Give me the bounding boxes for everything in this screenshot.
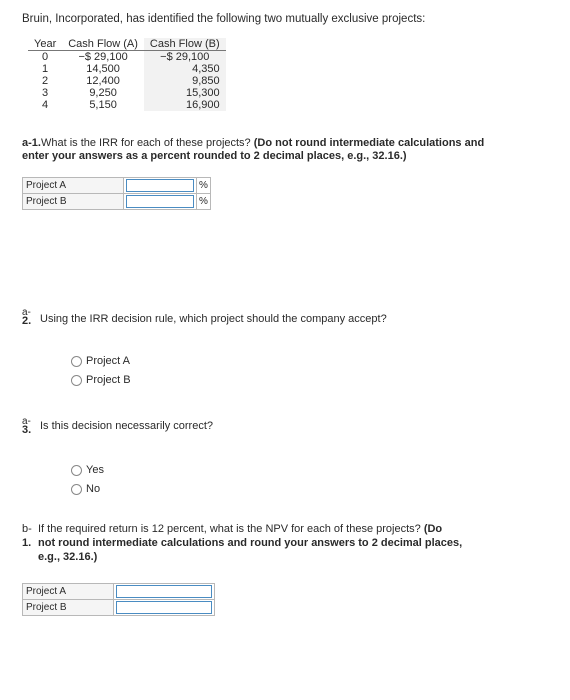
cash-flow-a-cell: −$ 29,100 [78,51,128,63]
year-cell: 4 [42,99,49,111]
percent-sign: % [197,194,211,210]
cash-flow-b-cell: 16,900 [144,99,226,111]
irr-input-project-a[interactable] [126,179,194,192]
cash-flow-a-cell: 14,500 [86,63,120,75]
question-b1-number-top: b- [22,523,32,535]
table-row [28,51,226,64]
radio-label-no: No [86,483,101,495]
percent-sign: % [197,178,211,194]
cash-flow-b-cell: 9,850 [144,75,226,87]
table-header-row [28,38,226,51]
decision-correct-radio-group [71,461,104,499]
npv-row-project-b [23,600,215,616]
question-a1-text: What is the IRR for each of these projects? [40,137,251,149]
npv-input-cell-a [114,584,215,600]
npv-label-project-b: Project B [23,600,114,616]
irr-input-cell-b [124,194,197,210]
irr-answer-grid [22,177,211,210]
npv-input-project-b[interactable] [116,601,212,614]
npv-input-project-a[interactable] [116,585,212,598]
year-cell: 2 [42,75,49,87]
question-a3-number-top: a- [22,416,31,427]
radio-circle-icon[interactable] [71,484,82,495]
question-a1-instruction: (Do not round intermediate calculations and enter your answers as a percent rounded to 2 decimal places, e.g., 32.16.) [22,137,485,162]
radio-option-project-b[interactable] [71,371,131,390]
question-a3-text: Is this decision necessarily correct? [40,420,214,432]
radio-label-project-b: Project B [86,374,131,386]
question-b1-instruction-2: not round intermediate calculations and round your answers to 2 decimal places, [38,537,463,549]
table-row [28,87,226,99]
cash-flow-b-cell: 4,350 [144,63,226,75]
question-b1-question: If the required return is 12 percent, what is the NPV for each of these projects? [38,523,421,535]
question-b1-number-bottom: 1. [22,537,32,549]
irr-label-project-b: Project B [23,194,124,210]
table-row [28,63,226,75]
question-a2-number-bottom: 2. [22,315,32,327]
irr-row-project-b [23,194,211,210]
irr-input-cell-a [124,178,197,194]
year-header: Year [28,38,62,51]
cash-flow-a-cell: 12,400 [86,75,120,87]
radio-option-no[interactable] [71,480,104,499]
question-a2-number [22,308,31,326]
cash-flow-b-cell: 15,300 [144,87,226,99]
irr-input-project-b[interactable] [126,195,194,208]
radio-circle-icon[interactable] [71,356,82,367]
npv-row-project-a [23,584,215,600]
irr-row-project-a [23,178,211,194]
npv-label-project-a: Project A [23,584,114,600]
question-a2-text: Using the IRR decision rule, which project should the company accept? [40,313,387,325]
question-a3-number [22,417,31,435]
table-row [28,75,226,87]
cash-flow-b-header: Cash Flow (B) [144,38,226,51]
question-a2-number-top: a- [22,307,31,318]
project-choice-radio-group [71,352,131,390]
year-cell: 3 [42,87,49,99]
radio-circle-icon[interactable] [71,375,82,386]
question-b1-instruction-1: (Do [423,523,443,535]
year-cell: 1 [42,63,49,75]
irr-label-project-a: Project A [23,178,124,194]
question-a1 [22,137,492,163]
radio-circle-icon[interactable] [71,465,82,476]
radio-option-yes[interactable] [71,461,104,480]
cash-flow-a-cell: 9,250 [89,87,117,99]
cash-flow-b-cell: −$ 29,100 [144,51,226,64]
cash-flow-table [28,38,226,111]
table-row [28,99,226,111]
question-b1-instruction-3: e.g., 32.16.) [38,551,98,563]
question-a1-number: a-1. [22,137,41,149]
cash-flow-a-cell: 5,150 [89,99,117,111]
year-cell: 0 [42,51,49,63]
npv-answer-grid [22,583,215,616]
radio-label-yes: Yes [86,464,104,476]
radio-option-project-a[interactable] [71,352,131,371]
question-b1-text [38,523,498,536]
npv-input-cell-b [114,600,215,616]
cash-flow-a-header: Cash Flow (A) [62,38,144,51]
intro-text: Bruin, Incorporated, has identified the following two mutually exclusive projects: [22,13,426,25]
radio-label-project-a: Project A [86,355,131,367]
question-a3-number-bottom: 3. [22,424,32,436]
